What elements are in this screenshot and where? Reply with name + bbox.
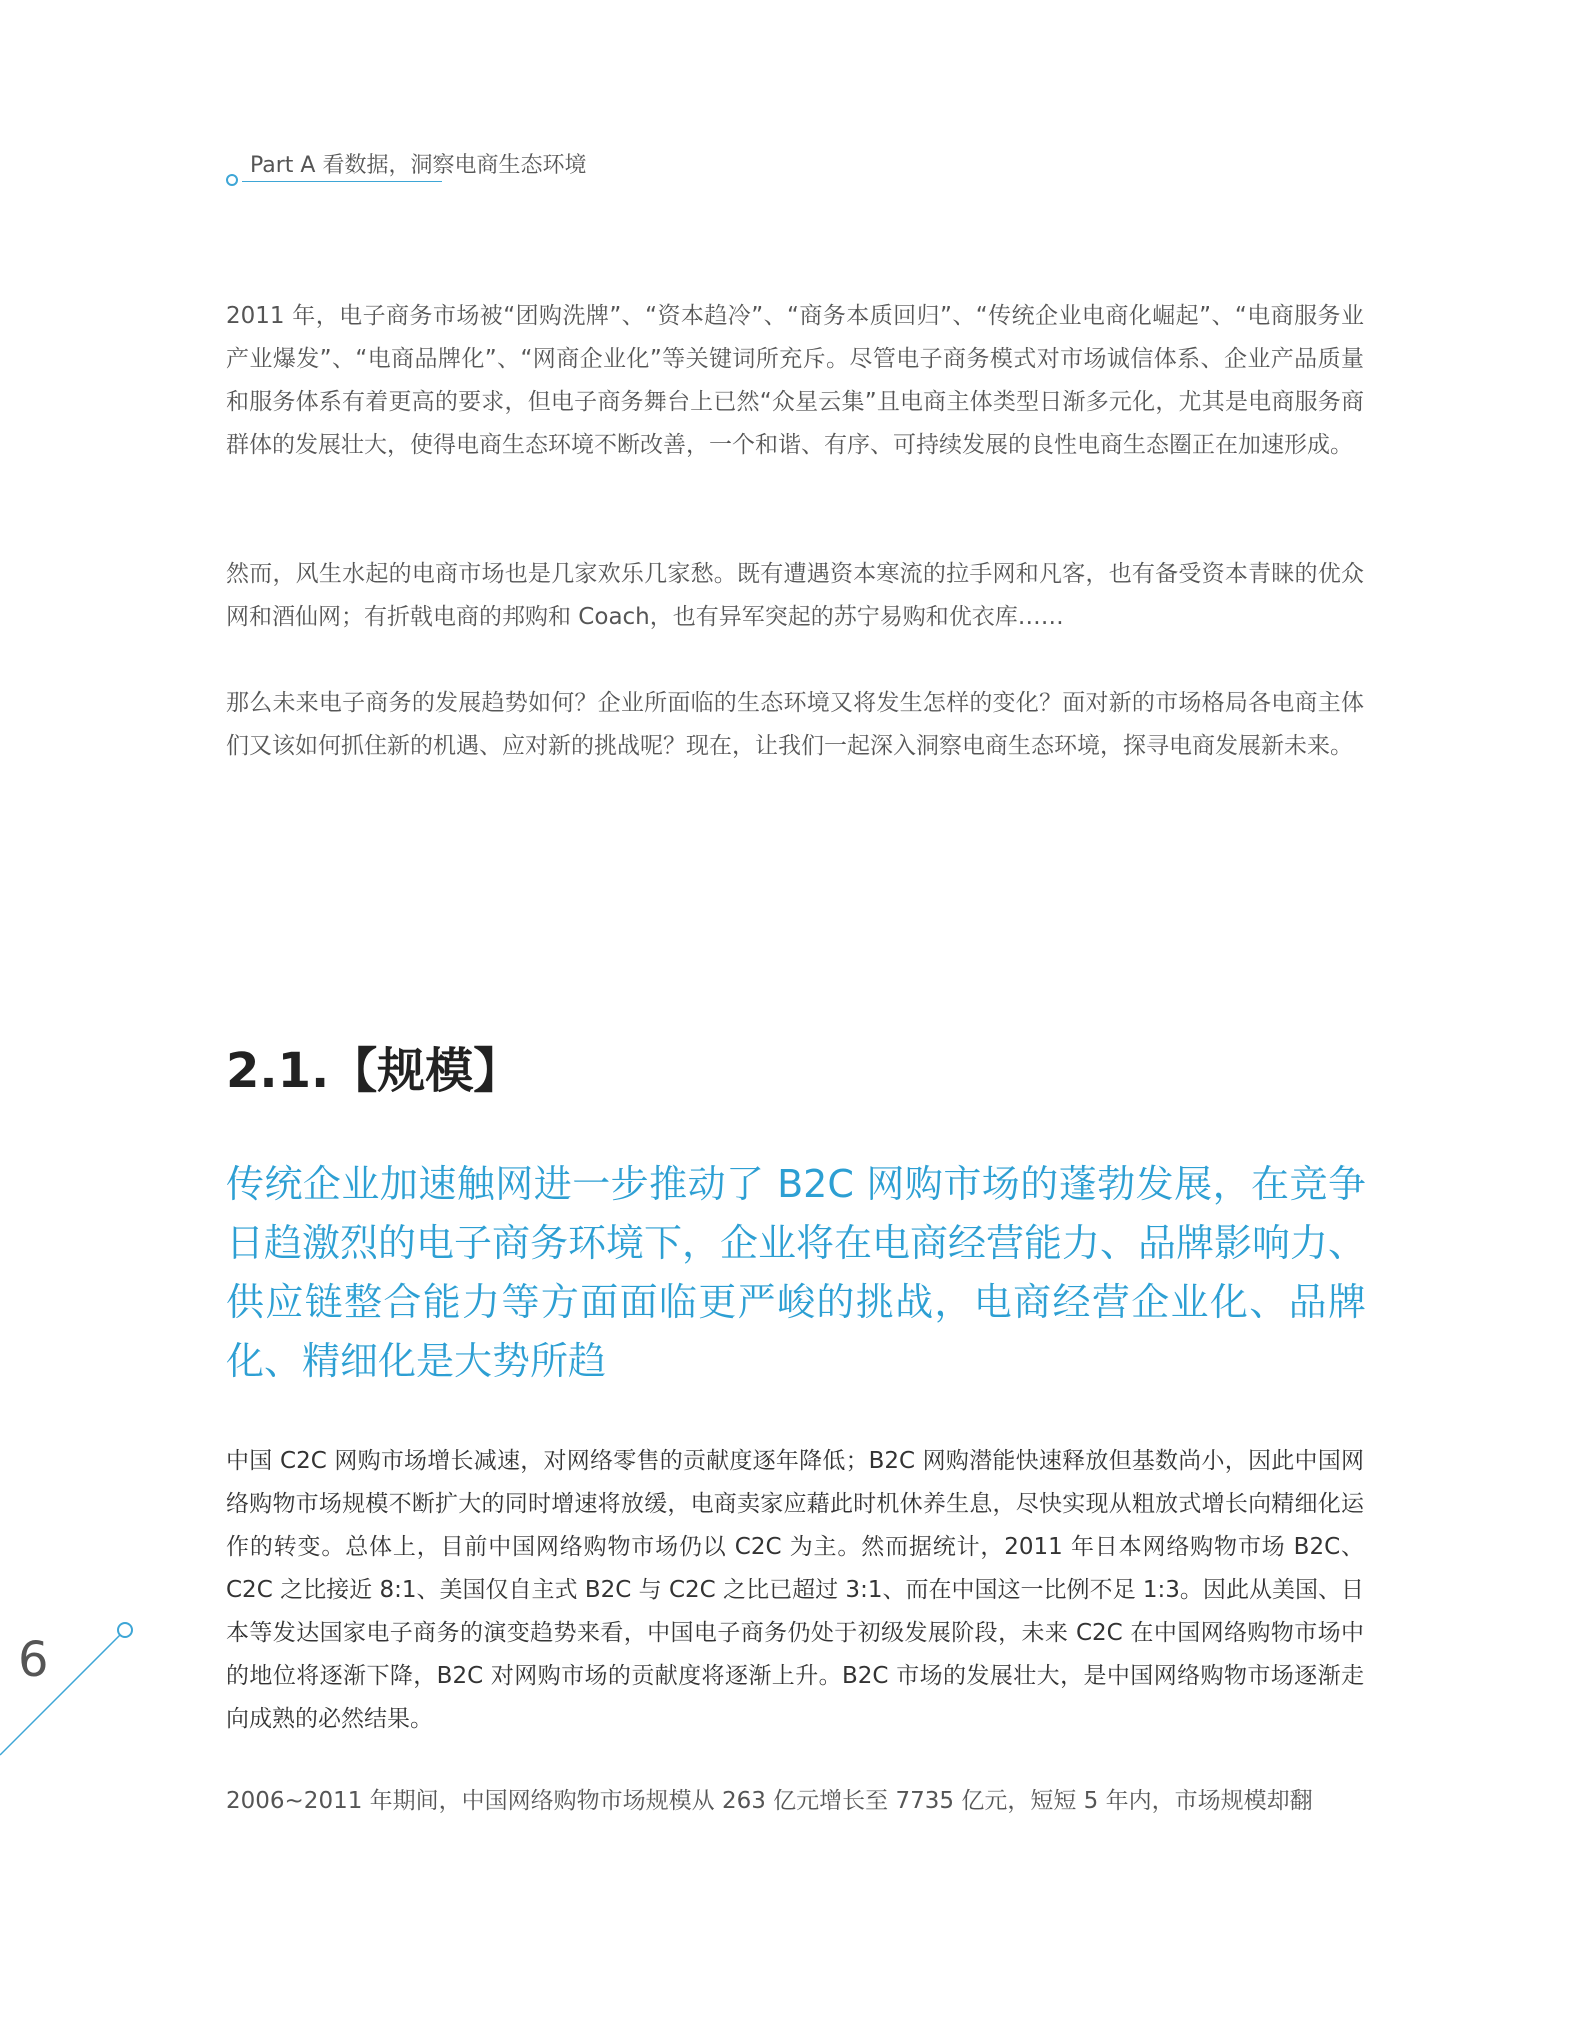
intro-paragraph-1: 2011 年，电子商务市场被“团购洗牌”、“资本趋冷”、“商务本质回归”、“传统企业电商化崛起”、“电商服务业产业爆发”、“电商品牌化”、“网商企业化”等关键词所充斥。尽管电子商务模式对市场诚信体系、企业产品质量和服务体系有着更高的要求，但电子商务舞台上已然“众星云集”且电商主体类型日渐多元化，尤其是电商服务商群体的发展壮大，使得电商生态环境不断改善，一个和谐、有序、可持续发展的良性电商生态圈正在加速形成。 (226, 303, 1364, 458)
page-number: 6 (18, 1632, 49, 1688)
section-paragraph-2: 2006~2011 年期间，中国网络购物市场规模从 263 亿元增长至 7735 亿元，短短 5 年内，市场规模却翻 (226, 1788, 1313, 1814)
header-circle-icon (226, 174, 238, 186)
section-subtitle: 传统企业加速触网进一步推动了 B2C 网购市场的蓬勃发展，在竞争日趋激烈的电子商务环境下，企业将在电商经营能力、品牌影响力、供应链整合能力等方面面临更严峻的挑战，电商经营企业化、品牌化、精细化是大势所趋 (226, 1162, 1367, 1383)
header-rule (242, 181, 442, 182)
header-title: Part A 看数据，洞察电商生态环境 (250, 153, 587, 178)
intro-paragraph-2: 然而，风生水起的电商市场也是几家欢乐几家愁。既有遭遇资本寒流的拉手网和凡客，也有备受资本青睐的优众网和酒仙网；有折戟电商的邦购和 Coach，也有异军突起的苏宁易购和优衣库…… (226, 561, 1364, 630)
running-header (226, 148, 666, 192)
section-heading: 2.1.【规模】 (226, 1043, 522, 1099)
intro-paragraph-3: 那么未来电子商务的发展趋势如何？企业所面临的生态环境又将发生怎样的变化？面对新的市场格局各电商主体们又该如何抓住新的机遇、应对新的挑战呢？现在，让我们一起深入洞察电商生态环境，探寻电商发展新未来。 (226, 690, 1364, 759)
corner-circle-icon (118, 1623, 132, 1637)
section-paragraph-1: 中国 C2C 网购市场增长减速，对网络零售的贡献度逐年降低；B2C 网购潜能快速释放但基数尚小，因此中国网络购物市场规模不断扩大的同时增速将放缓，电商卖家应藉此时机休养生息，尽快实现从粗放式增长向精细化运作的转变。总体上，目前中国网络购物市场仍以 C2C 为主。然而据统计，2011 年日本网络购物市场 B2C、C2C 之比接近 8:1、美国仅自主式 B2C 与 C2C 之比已超过 3:1、而在中国这一比例不足 1:3。因此从美国、日本等发达国家电子商务的演变趋势来看，中国电子商务仍处于初级发展阶段，未来 C2C 在中国网络购物市场中的地位将逐渐下降，B2C 对网购市场的贡献度将逐渐上升。B2C 市场的发展壮大，是中国网络购物市场逐渐走向成熟的必然结果。 (226, 1448, 1364, 1732)
